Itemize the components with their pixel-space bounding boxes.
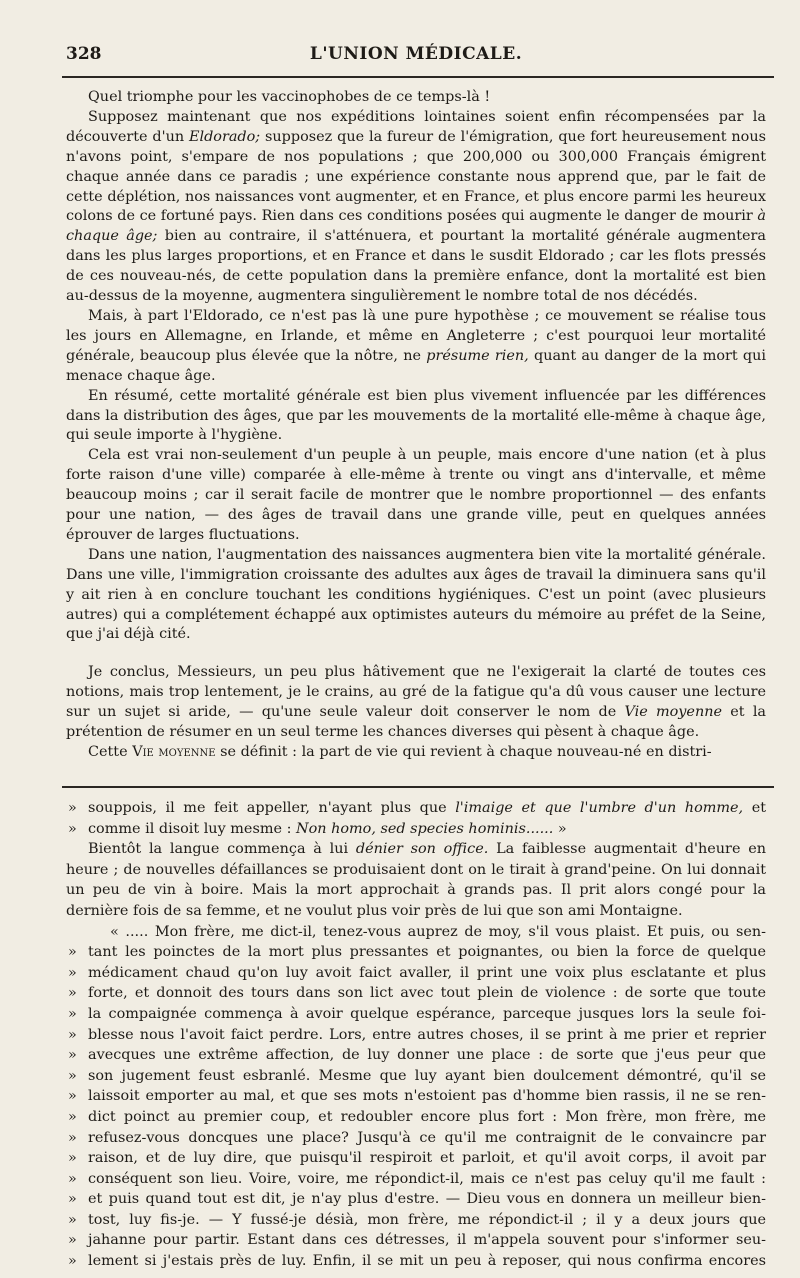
paragraph-text: La faiblesse augmentait d'heure en heure ; de nouvelles défaillances se produisaient dont on le tirait à grand'peine. On lui donnait un peu de vin à boire. Mais la mort approchait à grands pas. Il prit alors congé pour la dernière fois de sa femme, et ne voulut plus voir près de lui que son ami Montaigne. <box>66 841 766 919</box>
paragraph <box>66 387 766 447</box>
italic-term: Non homo, sed species hominis...... <box>296 820 554 837</box>
quote-text: comme il disoit luy mesme : <box>88 820 296 837</box>
quote-text: et <box>743 800 767 816</box>
quote-text: souppois, il me feit appeller, n'ayant plus que <box>88 800 456 816</box>
quote-line: » refusez-vous doncques une place? Jusqu'à ce qu'il me contraignit de le convaincre par <box>66 1128 766 1149</box>
page-header <box>66 44 766 74</box>
quote-line: » médicament chaud qu'on luy avoit faict avaller, il print une voix plus esclatante et plus <box>66 963 766 984</box>
paragraph-text: Bientôt la langue commença à lui <box>88 841 356 858</box>
main-text <box>66 88 766 763</box>
header-rule <box>62 76 774 78</box>
paragraph-text: Quel triomphe pour les vaccinophobes de ce temps-là ! <box>88 89 491 105</box>
quote-line <box>66 819 766 840</box>
paragraph-text: Supposez maintenant que nos expéditions lointaines soient enfin récompensées par la découverte d'un <box>66 108 766 145</box>
italic-term: présume rien, <box>426 347 529 364</box>
paragraph-text: En résumé, cette mortalité générale est bien plus vivement influencée par les différences dans la distribution des âges, que par les mouvements de la mortalité elle-même à chaque âge, qui seule importe à l'hygiène. <box>66 387 766 444</box>
quote-line: » tost, luy fis-je. — Y fussé-je désià, mon frère, me répondict-il ; il y a deux jours que <box>66 1210 766 1231</box>
quote-line: » avecques une extrême affection, de luy donner une place : de sorte que j'eus peur que <box>66 1045 766 1066</box>
smallcaps-term: Vie moyenne <box>132 744 216 760</box>
quote-line: » jahanne pour partir. Estant dans ces détresses, il m'appela souvent pour s'informer seu- <box>66 1230 766 1251</box>
quote-line: » lement si j'estais près de luy. Enfin, il se mit un peu à reposer, qui nous confirma encores <box>66 1251 766 1272</box>
italic-term: Vie moyenne <box>624 704 723 721</box>
paragraph <box>66 108 766 307</box>
footnote <box>66 798 766 1272</box>
quote-line: » la compaignée commença à avoir quelque espérance, parceque jusques lors la seule foi- <box>66 1004 766 1025</box>
quote-line: » et puis quand tout est dit, je n'ay plus d'estre. — Dieu vous en donnera un meilleur bien- <box>66 1189 766 1210</box>
quote-line: » raison, et de luy dire, que puisqu'il respiroit et parloit, et qu'il avoit corps, il avoit par <box>66 1148 766 1169</box>
quote-line: » tant les poinctes de la mort plus pressantes et poignantes, ou bien la force de quelque <box>66 942 766 963</box>
quote-line: » son jugement feust esbranlé. Mesme que luy ayant bien doulcement démontré, qu'il se <box>66 1066 766 1087</box>
paragraph <box>66 88 766 108</box>
quote-line: » blesse nous l'avoit faict perdre. Lors, entre autres choses, il se print à me prier et reprier <box>66 1025 766 1046</box>
paragraph-text: se définit : la part de vie qui revient à chaque nouveau-né en distri- <box>215 744 712 760</box>
quote-line: » conséquent son lieu. Voire, voire, me répondict-il, mais ce n'est pas celuy qu'il me fault : <box>66 1169 766 1190</box>
paragraph-text: Cela est vrai non-seulement d'un peuple à un peuple, mais encore d'une nation (et à plus forte raison d'une ville) comparée à elle-même à trente ou vingt ans d'intervalle, et même beaucoup moins ; car il serait facile de montrer que le nombre proportionnel — des enfants pour une nation, — des âges de travail dans une grande ville, peut en quelques années éprouver de larges fluctuations. <box>66 447 766 543</box>
page-number: 328 <box>66 44 102 64</box>
paragraph <box>66 743 766 763</box>
quote-text: » <box>553 820 567 837</box>
italic-term: dénier son office. <box>355 841 489 858</box>
paragraph-text: et la prétention de résumer en un seul terme les chances diverses qui pèsent à chaque âge. <box>66 704 766 741</box>
paragraph-text: Dans une nation, l'augmentation des naissances augmentera bien vite la mortalité générale. Dans une ville, l'immigration croissante des adultes aux âges de travail la diminuera sans qu'il y ait rien à en conclure touchant les conditions hygiéniques. C'est un point (avec plusieurs autres) qui a complétement échappé aux optimistes auteurs du mémoire au préfet de la Seine, que j'ai déjà cité. <box>66 546 766 643</box>
paragraph-text: quant au danger de la mort qui menace chaque âge. <box>66 347 766 384</box>
paragraph <box>66 839 766 921</box>
paragraph <box>66 663 766 743</box>
italic-term: Eldorado; <box>188 128 261 145</box>
paragraph-text: supposez que la fureur de l'émigration, que fort heureusement nous n'avons point, s'empare de nos populations ; que 200,000 ou 300,000 Français émigrent chaque année dans ce paradis ; une expérience constante nous apprend que, par le fait de cette déplétion, nos naissances vont augmenter, et en France, et plus encore parmi les heureux colons de ce fortuné pays. Rien dans ces conditions posées qui augmente le danger de mourir <box>66 128 766 225</box>
quote-line: « ..... Mon frère, me dict-il, tenez-vous auprez de moy, s'il vous plaist. Et puis, ou sen- <box>110 923 766 940</box>
italic-term: à chaque âge; <box>66 208 766 245</box>
quote-line: » laissoit emporter au mal, et que ses mots n'estoient pas d'homme bien rassis, il ne se ren- <box>66 1086 766 1107</box>
italic-term: l'imaige et que l'umbre d'un homme, <box>455 800 744 816</box>
paragraph-text: Mais, à part l'Eldorado, ce n'est pas là une pure hypothèse ; ce mouvement se réalise tous les jours en Allemagne, en Irlande, et même en Angleterre ; c'est pourquoi leur mortalité générale, beaucoup plus élevée que la nôtre, ne <box>66 307 766 364</box>
paragraph-text: bien au contraire, il s'atténuera, et pourtant la mortalité générale augmentera dans les plus larges proportions, et en France et dans le susdit Eldorado ; car les flots pressés de ces nouveau-nés, de cette population dans la première enfance, dont la mortalité est bien au-dessus de la moyenne, augmentera singulièrement le nombre total de nos décédés. <box>66 228 766 305</box>
paragraph-text: Cette <box>88 744 133 760</box>
quote-line <box>66 798 766 819</box>
paragraph <box>66 446 766 546</box>
paragraph-text: Je conclus, Messieurs, un peu plus hâtivement que ne l'exigerait la clarté de toutes ces notions, mais trop lentement, je le crains, au gré de la fatigue qu'a dû vous causer une lecture sur un sujet si aride, — qu'une seule valeur doit conserver le nom de <box>66 664 766 721</box>
paragraph <box>66 307 766 387</box>
footnote-rule <box>62 786 774 788</box>
paragraph <box>66 546 766 646</box>
quote-line: » forte, et donnoit des tours dans son lict avec tout plein de violence : de sorte que toute <box>66 983 766 1004</box>
running-title: L'UNION MÉDICALE. <box>309 44 523 64</box>
quote-line: » dict poinct au premier coup, et redoubler encore plus fort : Mon frère, mon frère, me <box>66 1107 766 1128</box>
